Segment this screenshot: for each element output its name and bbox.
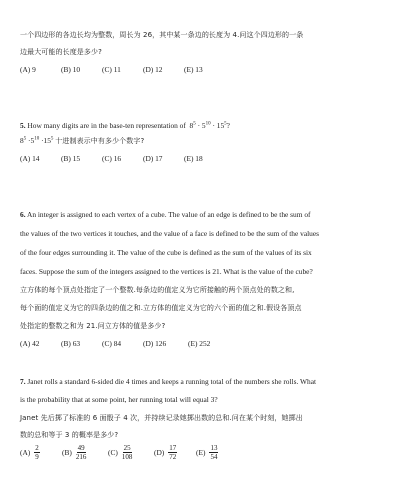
denominator: 108 [121,453,133,461]
q4-option-b: (B) 10 [61,65,81,74]
q7-option-e [196,444,218,461]
q4-options [20,65,203,74]
q7-option-c-fraction [122,444,133,461]
q5-question-en: How many digits are in the base-ten representation of [27,121,186,130]
q7-option-c [108,444,154,461]
denominator: 54 [210,453,218,461]
q7-text-en-1 [20,377,316,387]
q6-en-line-4: faces. Suppose the sum of the integers assigned to the vertices is 21. What is the value of the cube? [20,267,313,276]
q4-option-d: (D) 12 [143,65,163,74]
q7-option-d [154,444,196,461]
q7-en-line-1: Janet rolls a standard 6-sided die 4 times and keeps a running total of the numbers she rolls. What [27,377,317,386]
q6-option-b: (B) 63 [61,339,81,348]
q5-option-a: (A) 14 [20,154,40,163]
q4-text-line-2: 边最大可能的长度是多少? [20,48,102,56]
q5-option-e: (E) 18 [184,154,203,163]
q5-option-c: (C) 16 [102,154,122,163]
q7-option-a-label: (A) [20,448,31,457]
q7-options [20,444,218,461]
q7-option-d-fraction [168,444,177,461]
q4-option-c: (C) 11 [102,65,121,74]
q5-question-cn: 十进制表示中有多少个数字? [55,137,145,145]
q7-option-b-label: (B) [62,448,72,457]
q6-option-a: (A) 42 [20,339,40,348]
q7-option-d-label: (D) [154,448,165,457]
q7-option-a-fraction [34,444,40,461]
q5-text-cn [20,136,144,146]
q5-option-d: (D) 17 [143,154,163,163]
q6-cn-line-1: 立方体的每个顶点处指定了一个整数.每条边的值定义为它所接触的两个顶点处的数之和, [20,286,295,294]
q7-option-e-label: (E) [196,448,206,457]
q4-option-e: (E) 13 [184,65,203,74]
q7-option-b-fraction [76,444,87,461]
q5-expression-cn: $8^5 \cdot 5^{10} \cdot 15^5$ [20,136,54,145]
q7-number: 7. [20,377,26,386]
q6-cn-line-3: 处指定的整数之和为 21.问立方体的值是多少? [20,322,166,330]
denominator: 9 [35,453,39,461]
q6-options [20,339,210,348]
q5-expression: $8^5 \cdot 5^{10} \cdot 15^5$? [187,121,230,130]
q6-text-en-1 [20,210,311,220]
q7-option-b [62,444,108,461]
q5-text-en [20,121,230,131]
denominator: 216 [75,453,87,461]
q6-cn-line-2: 每个面的值定义为它的四条边的值之和.立方体的值定义为它的六个面的值之和.假设各顶点 [20,304,302,312]
q5-options [20,154,203,163]
numerator: 2 [35,444,39,452]
numerator: 13 [210,444,218,452]
q7-cn-line-2: 数的总和等于 3 的概率是多少? [20,431,119,439]
q6-option-c: (C) 84 [102,339,122,348]
q5-number: 5. [20,121,26,130]
q5-option-b: (B) 15 [61,154,81,163]
q4-option-a: (A) 9 [20,65,36,74]
q4-text-line-1: 一个四边形的各边长均为整数，周长为 26，其中某一条边的长度为 4.问这个四边形的一条 [20,31,304,39]
q6-en-line-3: of the four edges surrounding it. The value of the cube is defined as the sum of the values of its six [20,248,312,257]
q7-option-c-label: (C) [108,448,118,457]
numerator: 49 [77,444,85,452]
q7-option-a [20,444,62,461]
numerator: 25 [123,444,131,452]
numerator: 17 [169,444,177,452]
q7-option-e-fraction [209,444,218,461]
q7-en-line-2: is the probability that at some point, her running total will equal 3? [20,395,218,404]
q6-option-e: (E) 252 [188,339,211,348]
q6-option-d: (D) 126 [143,339,167,348]
q6-en-line-1: An integer is assigned to each vertex of a cube. The value of an edge is defined to be the sum of [27,210,311,219]
denominator: 72 [169,453,177,461]
q7-cn-line-1: Janet 先后掷了标准的 6 面骰子 4 次，并持续记录她掷出数的总和.问在某个时刻，她掷出 [20,414,303,422]
q6-number: 6. [20,210,26,219]
q6-en-line-2: the values of the two vertices it touches, and the value of a face is defined to be the sum of the values [20,229,320,238]
